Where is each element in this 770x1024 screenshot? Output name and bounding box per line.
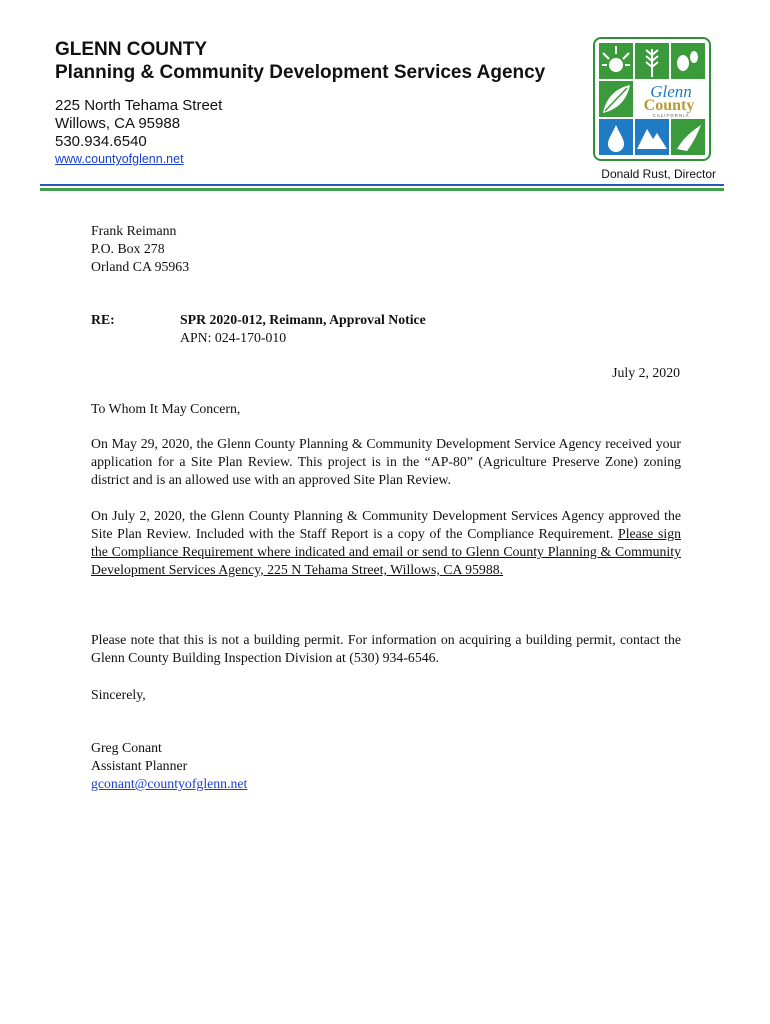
letter-date: July 2, 2020 xyxy=(612,365,680,380)
agency-city: Willows, CA 95988 xyxy=(55,115,181,132)
signer-title: Assistant Planner xyxy=(91,758,188,773)
logo-text-county: County xyxy=(643,97,695,114)
recipient-city: Orland CA 95963 xyxy=(91,259,190,274)
agency-name-line2: Planning & Community Development Services Agency xyxy=(55,62,546,83)
agency-name-line1: GLENN COUNTY xyxy=(55,39,207,60)
agency-street: 225 North Tehama Street xyxy=(55,97,223,114)
agency-address xyxy=(55,97,545,151)
greeting: To Whom It May Concern, xyxy=(91,401,241,416)
signature-block xyxy=(91,739,681,793)
header-divider-green xyxy=(40,188,724,191)
paragraph-3: Please note that this is not a building permit. For information on acquiring a building permit, contact the Glenn County Building Inspection Division at (530) 934-6546. xyxy=(91,632,681,665)
re-subject-block xyxy=(180,311,426,347)
logo-text-glenn: Glenn xyxy=(650,82,692,101)
signer-name: Greg Conant xyxy=(91,740,162,755)
paragraph-2-underlined: Please sign the Compliance Requirement where indicated and email or send to Glenn County Planning & Community Development Services Agency, 225 N Tehama Street, Willows, CA 95988. xyxy=(91,526,682,577)
re-label: RE: xyxy=(91,312,115,327)
recipient-address xyxy=(91,222,681,276)
letterhead xyxy=(55,38,545,167)
paragraph-1: On May 29, 2020, the Glenn County Planning & Community Development Service Agency received your application for a Site Plan Review. This project is in the “AP-80” (Agriculture Preserve Zone) zoning district and is an allowed use with an approved Site Plan Review. xyxy=(91,436,681,487)
agency-website-link[interactable]: www.countyofglenn.net xyxy=(55,152,184,166)
paragraph-2-text: On July 2, 2020, the Glenn County Planning & Community Development Services Agency approved the Site Plan Review. Included with the Staff Report is a copy of the Compliance Requirement. xyxy=(91,508,681,541)
director-name: Donald Rust, Director xyxy=(601,167,716,181)
re-subject: SPR 2020-012, Reimann, Approval Notice xyxy=(180,312,426,327)
header-divider-blue xyxy=(40,184,724,186)
paragraph-2 xyxy=(91,507,681,579)
mountain-tile-icon xyxy=(635,119,669,155)
agency-phone: 530.934.6540 xyxy=(55,133,147,150)
logo-text-california: CALIFORNIA xyxy=(652,113,690,118)
county-logo xyxy=(593,37,711,161)
closing: Sincerely, xyxy=(91,687,146,702)
recipient-name: Frank Reimann xyxy=(91,223,177,238)
signer-email-link[interactable]: gconant@countyofglenn.net xyxy=(91,776,248,791)
re-apn: APN: 024-170-010 xyxy=(180,330,287,345)
recipient-box: P.O. Box 278 xyxy=(91,241,165,256)
